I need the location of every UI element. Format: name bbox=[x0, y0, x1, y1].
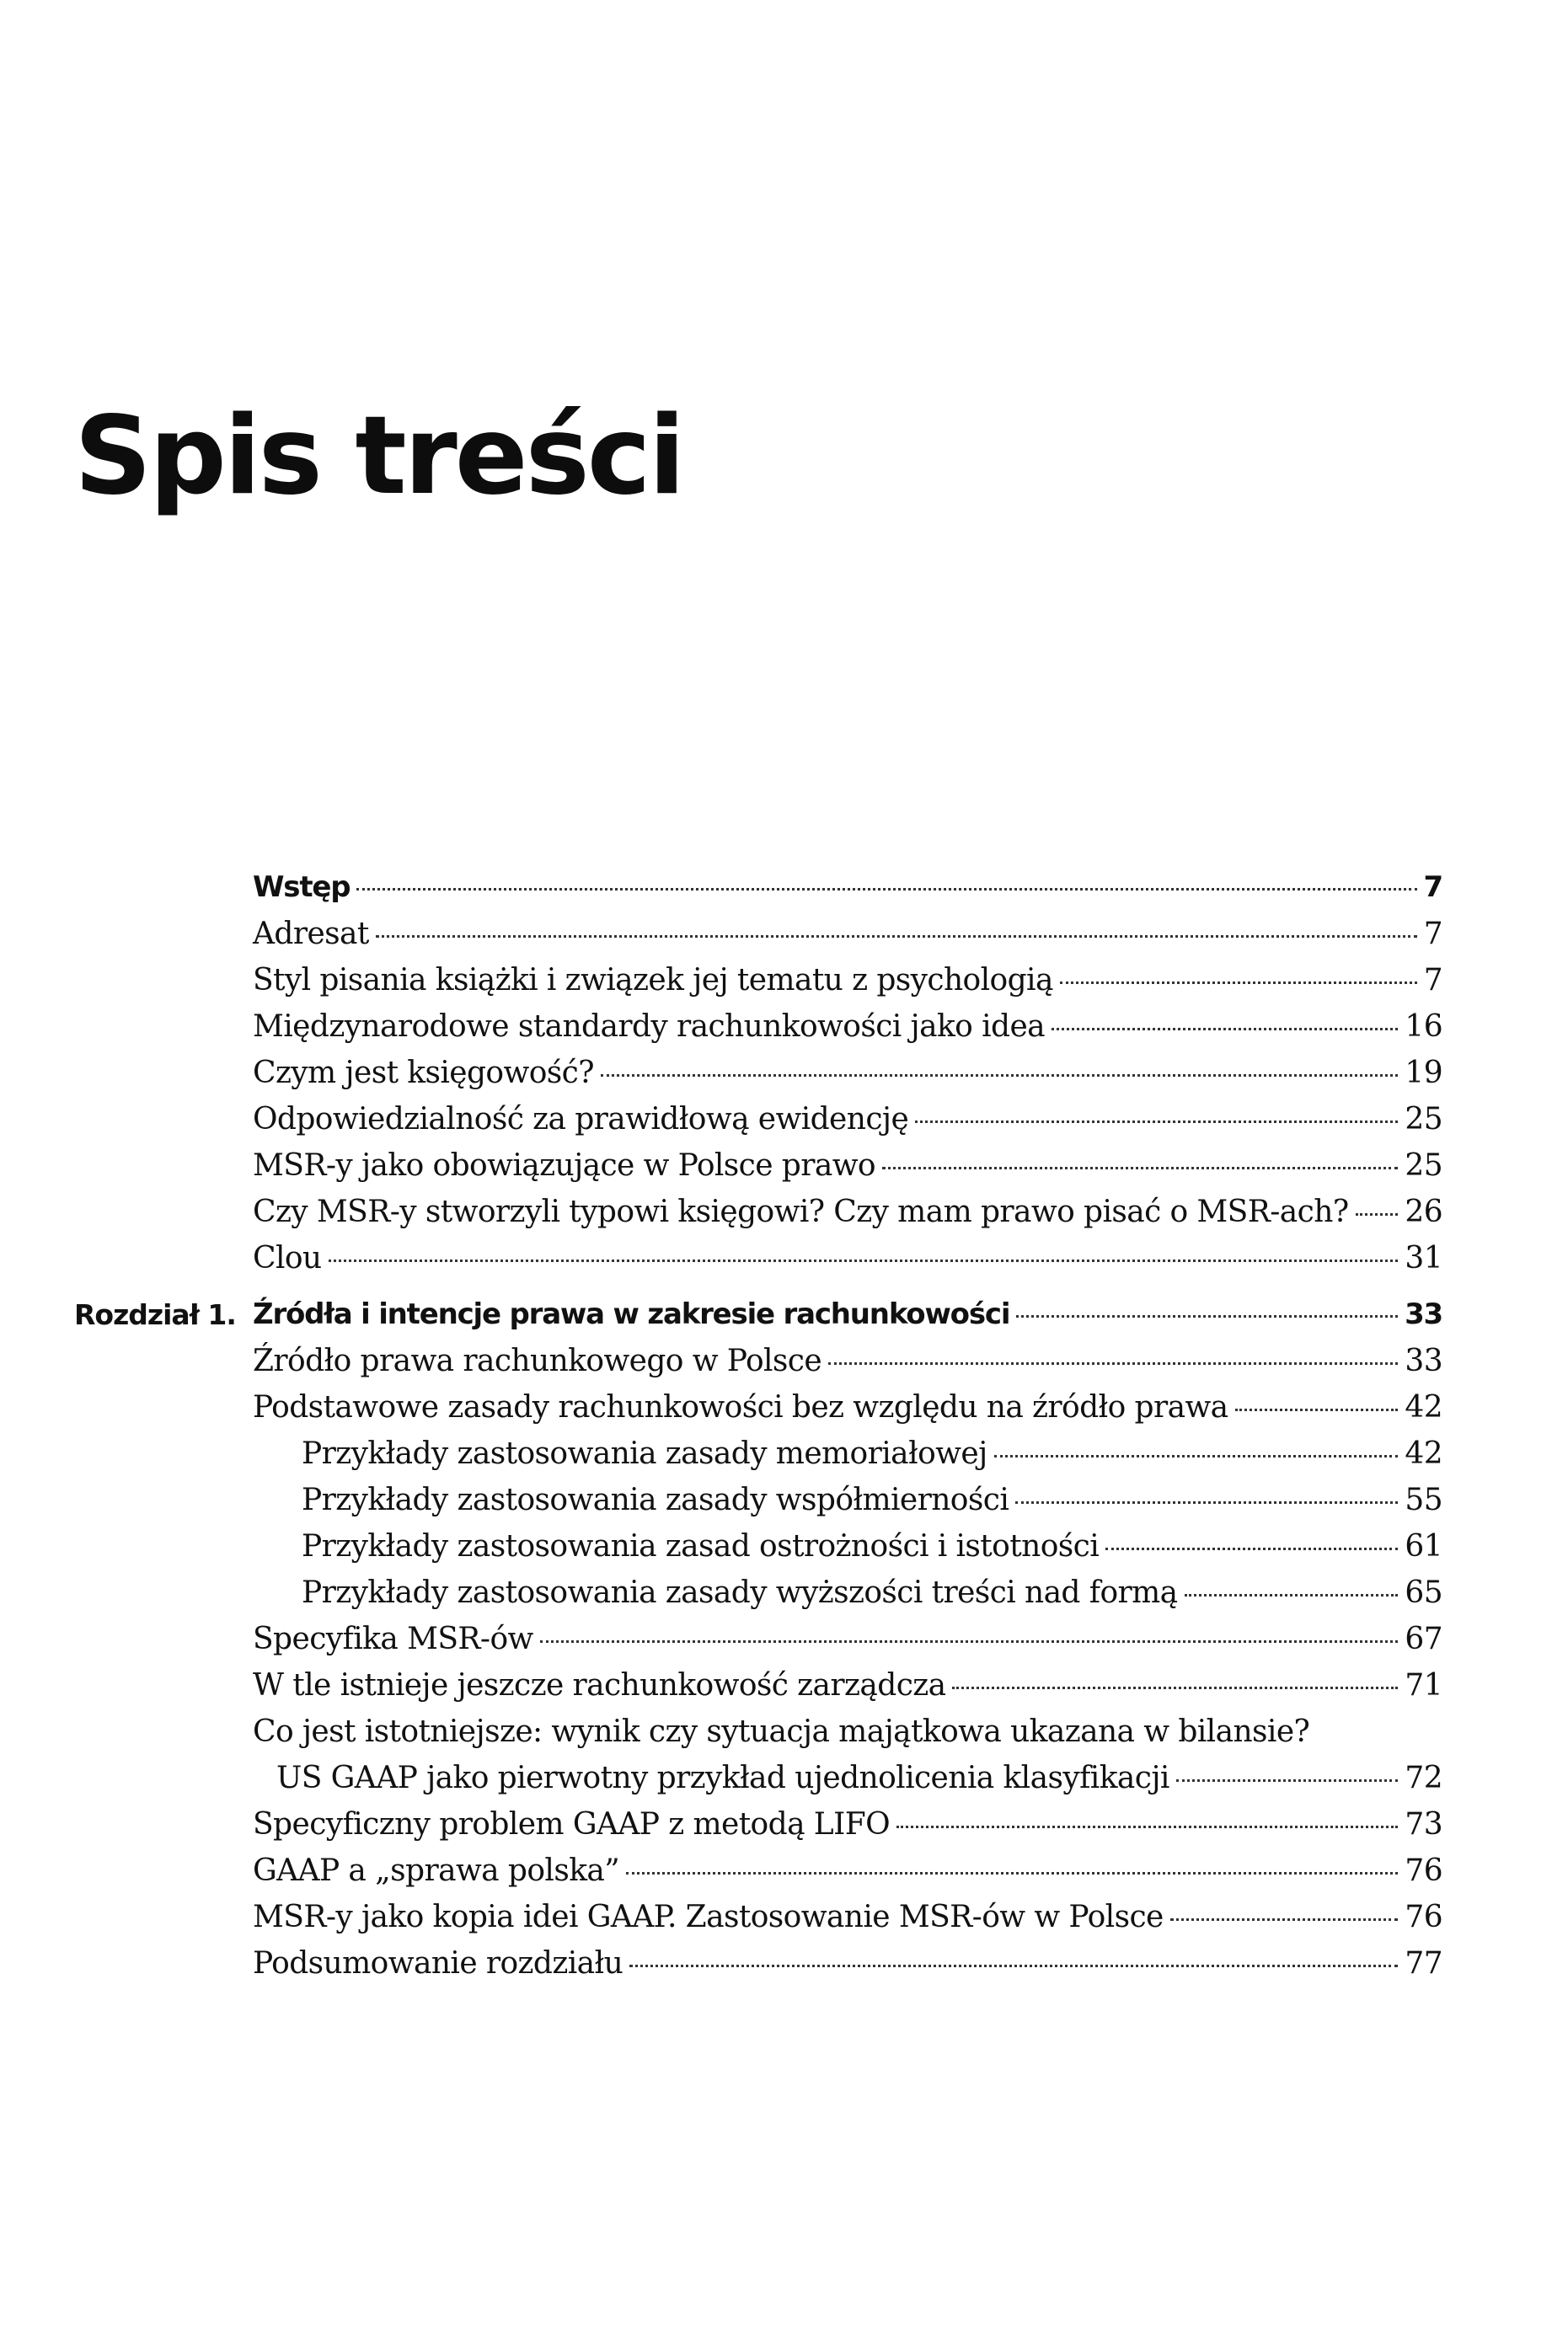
dot-leader bbox=[629, 1965, 1398, 1967]
dot-leader bbox=[1105, 1548, 1398, 1550]
entry-page-number: 42 bbox=[1405, 1390, 1442, 1425]
entry-title: W tle istnieje jeszcze rachunkowość zarządcza bbox=[253, 1668, 946, 1703]
toc-row bbox=[0, 1523, 1568, 1570]
entry-title: MSR-y jako obowiązujące w Polsce prawo bbox=[253, 1148, 876, 1183]
toc-row bbox=[0, 957, 1568, 1003]
toc-subentry[interactable] bbox=[302, 1431, 1442, 1477]
dot-leader bbox=[601, 1074, 1398, 1077]
toc-heading-chapter-1 bbox=[0, 1292, 1568, 1338]
toc-row bbox=[0, 1096, 1568, 1142]
toc-row bbox=[0, 1801, 1568, 1848]
entry-page-number: 7 bbox=[1423, 963, 1442, 998]
dot-leader bbox=[994, 1455, 1399, 1458]
dot-leader bbox=[896, 1826, 1398, 1828]
entry-title: Źródło prawa rachunkowego w Polsce bbox=[253, 1344, 822, 1378]
toc-row bbox=[0, 1235, 1568, 1281]
toc-row bbox=[0, 1662, 1568, 1709]
entry-page-number: 76 bbox=[1405, 1853, 1442, 1888]
dot-leader bbox=[1176, 1779, 1399, 1782]
chapter-label: Rozdział 1. bbox=[74, 1298, 236, 1331]
entry-title: Przykłady zastosowania zasady wyższości treści nad formą bbox=[302, 1575, 1178, 1610]
entry-title: Podsumowanie rozdziału bbox=[253, 1946, 623, 1981]
toc-entry[interactable] bbox=[253, 1848, 1442, 1894]
dot-leader bbox=[915, 1121, 1398, 1123]
entry-page-number: 25 bbox=[1405, 1102, 1442, 1137]
toc-row bbox=[0, 1003, 1568, 1050]
toc-entry[interactable] bbox=[253, 957, 1442, 1003]
dot-leader bbox=[1235, 1409, 1399, 1411]
toc-entry[interactable] bbox=[253, 1096, 1442, 1142]
entry-title: Specyfika MSR-ów bbox=[253, 1622, 533, 1656]
entry-title-line-2: US GAAP jako pierwotny przykład ujednolicenia klasyfikacji bbox=[276, 1761, 1169, 1795]
toc-entry-multiline[interactable] bbox=[253, 1709, 1442, 1801]
toc-subentry[interactable] bbox=[302, 1570, 1442, 1616]
entry-title-line-1: Co jest istotniejsze: wynik czy sytuacja majątkowa ukazana w bilansie? bbox=[253, 1714, 1310, 1749]
dot-leader bbox=[356, 888, 1416, 891]
toc-entry[interactable] bbox=[253, 1142, 1442, 1189]
dot-leader bbox=[540, 1640, 1399, 1643]
toc-subentry[interactable] bbox=[302, 1523, 1442, 1570]
entry-title: Adresat bbox=[253, 917, 369, 951]
entry-page-number: 16 bbox=[1405, 1009, 1442, 1044]
entry-title: Wstęp bbox=[253, 870, 351, 904]
entry-title: Clou bbox=[253, 1241, 322, 1276]
entry-title: Międzynarodowe standardy rachunkowości jako idea bbox=[253, 1009, 1046, 1044]
toc-entry[interactable] bbox=[253, 1003, 1442, 1050]
entry-page-number: 33 bbox=[1405, 1344, 1442, 1378]
dot-leader bbox=[1060, 981, 1417, 984]
entry-page-number: 19 bbox=[1405, 1056, 1442, 1090]
entry-page-number: 25 bbox=[1405, 1148, 1442, 1183]
entry-title: Przykłady zastosowania zasady współmierności bbox=[302, 1483, 1009, 1517]
dot-leader bbox=[1356, 1213, 1399, 1216]
entry-title: Czy MSR-y stworzyli typowi księgowi? Czy mam prawo pisać o MSR-ach? bbox=[253, 1195, 1349, 1229]
entry-title: Specyficzny problem GAAP z metodą LIFO bbox=[253, 1807, 890, 1842]
entry-title: Czym jest księgowość? bbox=[253, 1056, 594, 1090]
entry-title: Odpowiedzialność za prawidłową ewidencję bbox=[253, 1102, 909, 1137]
entry-title: Przykłady zastosowania zasady memoriałowej bbox=[302, 1436, 987, 1471]
toc-entry[interactable] bbox=[253, 1662, 1442, 1709]
entry-title: Podstawowe zasady rachunkowości bez względu na źródło prawa bbox=[253, 1390, 1228, 1425]
toc-row bbox=[0, 911, 1568, 957]
toc-row bbox=[0, 1338, 1568, 1384]
entry-title: GAAP a „sprawa polska” bbox=[253, 1853, 620, 1888]
toc-row bbox=[0, 1709, 1568, 1801]
toc-row bbox=[0, 1570, 1568, 1616]
toc-entry[interactable] bbox=[253, 1338, 1442, 1384]
toc-entry[interactable] bbox=[253, 1894, 1442, 1940]
dot-leader bbox=[952, 1687, 1398, 1689]
toc-row bbox=[0, 1384, 1568, 1431]
page-title: Spis treści bbox=[74, 393, 683, 519]
entry-page-number: 67 bbox=[1405, 1622, 1442, 1656]
toc-row bbox=[0, 1431, 1568, 1477]
entry-page-number: 7 bbox=[1423, 917, 1442, 951]
dot-leader bbox=[882, 1167, 1398, 1169]
toc-entry[interactable] bbox=[253, 1050, 1442, 1096]
entry-page-number: 31 bbox=[1405, 1241, 1442, 1276]
toc-row bbox=[0, 1848, 1568, 1894]
toc-entry[interactable] bbox=[253, 1235, 1442, 1281]
dot-leader bbox=[376, 935, 1417, 938]
entry-page-number: 65 bbox=[1405, 1575, 1442, 1610]
toc-entry[interactable] bbox=[253, 1292, 1442, 1338]
entry-page-number: 7 bbox=[1423, 870, 1442, 904]
toc-row bbox=[0, 1142, 1568, 1189]
dot-leader bbox=[329, 1260, 1399, 1262]
entry-page-number: 77 bbox=[1405, 1946, 1442, 1981]
entry-page-number: 55 bbox=[1405, 1483, 1442, 1517]
toc-row bbox=[0, 1616, 1568, 1662]
entry-title: MSR-y jako kopia idei GAAP. Zastosowanie MSR-ów w Polsce bbox=[253, 1900, 1164, 1934]
entry-page-number: 72 bbox=[1405, 1761, 1442, 1795]
toc-row bbox=[0, 1477, 1568, 1523]
toc-row bbox=[0, 1050, 1568, 1096]
entry-title: Źródła i intencje prawa w zakresie rachunkowości bbox=[253, 1297, 1010, 1331]
entry-title: Przykłady zastosowania zasad ostrożności i istotności bbox=[302, 1529, 1100, 1564]
dot-leader bbox=[626, 1872, 1398, 1875]
entry-page-number: 33 bbox=[1405, 1297, 1442, 1331]
toc-heading-intro bbox=[0, 864, 1568, 911]
entry-page-number: 73 bbox=[1405, 1807, 1442, 1842]
entry-page-number: 61 bbox=[1405, 1529, 1442, 1564]
entry-page-number: 71 bbox=[1405, 1668, 1442, 1703]
entry-page-number: 76 bbox=[1405, 1900, 1442, 1934]
toc-row bbox=[0, 1189, 1568, 1235]
table-of-contents bbox=[0, 864, 1568, 1987]
entry-page-number: 42 bbox=[1405, 1436, 1442, 1471]
toc-row bbox=[0, 1894, 1568, 1940]
toc-entry[interactable] bbox=[253, 1616, 1442, 1662]
toc-entry[interactable] bbox=[253, 1384, 1442, 1431]
toc-entry[interactable] bbox=[253, 1940, 1442, 1987]
dot-leader bbox=[1170, 1918, 1399, 1921]
toc-entry[interactable] bbox=[253, 911, 1442, 957]
entry-title: Styl pisania książki i związek jej tematu z psychologią bbox=[253, 963, 1053, 998]
toc-entry[interactable] bbox=[253, 864, 1442, 911]
toc-subentry[interactable] bbox=[302, 1477, 1442, 1523]
dot-leader bbox=[1016, 1315, 1398, 1318]
dot-leader bbox=[1052, 1028, 1398, 1030]
dot-leader bbox=[828, 1362, 1398, 1365]
dot-leader bbox=[1015, 1501, 1398, 1504]
entry-title-line-2-row bbox=[253, 1755, 1442, 1801]
entry-page-number: 26 bbox=[1405, 1195, 1442, 1229]
dot-leader bbox=[1185, 1594, 1399, 1597]
toc-entry[interactable] bbox=[253, 1189, 1442, 1235]
toc-row bbox=[0, 1940, 1568, 1987]
toc-entry[interactable] bbox=[253, 1801, 1442, 1848]
